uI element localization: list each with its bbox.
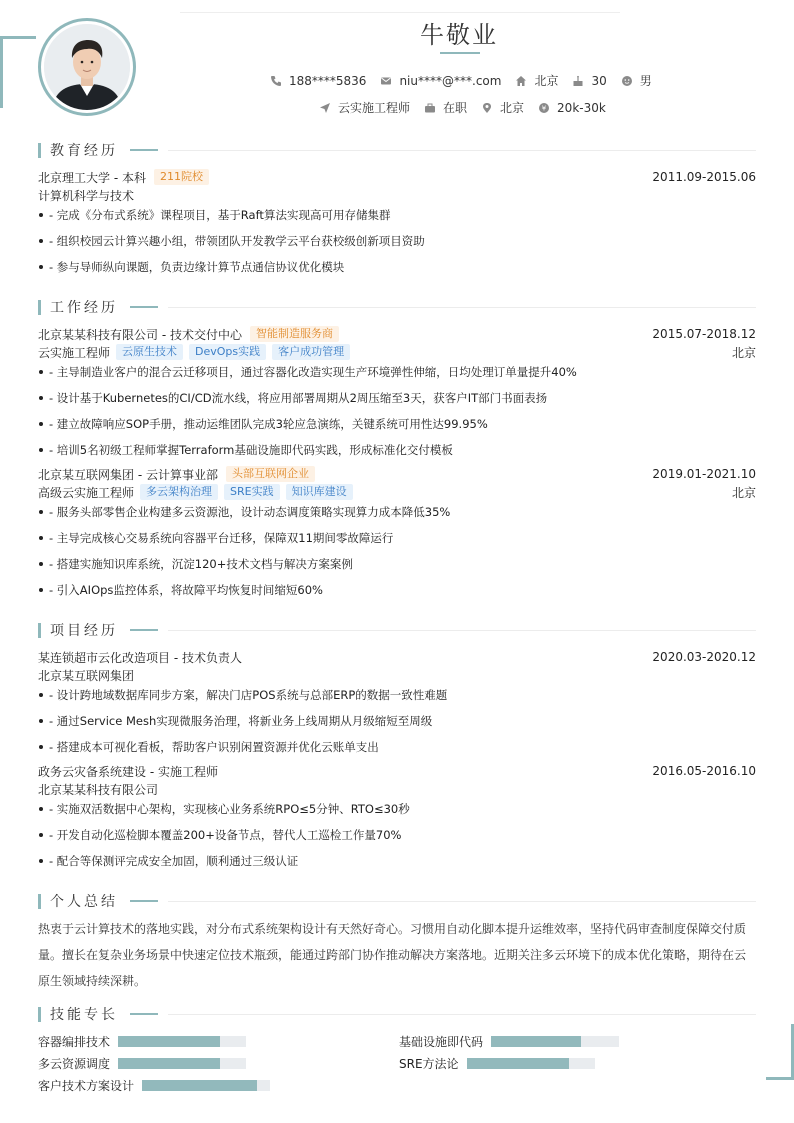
section-education-heading — [38, 140, 756, 160]
cake-icon — [572, 75, 584, 87]
bullet-dot — [39, 719, 43, 723]
job-intent-row — [319, 99, 620, 116]
section-marker — [38, 300, 41, 315]
education-major-row — [38, 186, 756, 204]
bullet-dot — [39, 370, 43, 374]
list-item — [38, 389, 756, 407]
bullet-text: - 搭建实施知识库系统，沉淀120+技术文档与解决方案案例 — [49, 557, 353, 571]
major: 计算机科学与技术 — [38, 188, 135, 203]
section-divider — [168, 630, 756, 631]
list-item — [38, 555, 756, 573]
skill-bar-fill — [118, 1036, 220, 1047]
status-item — [424, 99, 467, 116]
bullet-dot — [39, 562, 43, 566]
bullet-text: - 完成《分布式系统》课程项目，基于Raft算法实现高可用存储集群 — [49, 208, 391, 222]
project-org: 北京某互联网集团 — [38, 668, 135, 683]
project-title-row — [38, 648, 756, 666]
city: 北京 — [534, 74, 559, 88]
gender-item — [621, 72, 652, 89]
bullet-dot — [39, 213, 43, 217]
corner-decoration-bottom-right-horizontal — [766, 1077, 794, 1080]
section-title: 教育经历 — [50, 143, 118, 159]
bullet-dot — [39, 588, 43, 592]
skill-bar-fill — [142, 1080, 257, 1091]
bullet-text: - 设计基于Kubernetes的CI/CD流水线，将应用部署周期从2周压缩至3天，获客户IT部门书面表扬 — [49, 391, 548, 405]
list-item — [38, 258, 756, 276]
list-item — [38, 529, 756, 547]
skill-item — [38, 1055, 246, 1071]
section-skills-heading — [38, 1004, 756, 1024]
email-item — [380, 74, 501, 88]
section-title: 工作经历 — [50, 300, 118, 316]
city-item — [515, 72, 558, 89]
section-title: 技能专长 — [50, 1007, 118, 1023]
gender-icon — [621, 75, 633, 87]
project-title: 某连锁超市云化改造项目 - 技术负责人 — [38, 650, 242, 665]
list-item — [38, 800, 756, 818]
briefcase-icon — [424, 102, 436, 114]
candidate-name: 牛敬业 — [420, 21, 498, 49]
company-tag: 智能制造服务商 — [250, 326, 339, 342]
education-period: 2011.09-2015.06 — [652, 170, 756, 184]
section-marker — [38, 1007, 41, 1022]
project-org-row — [38, 780, 756, 798]
bullet-dot — [39, 265, 43, 269]
section-divider — [168, 901, 756, 902]
section-projects-heading — [38, 620, 756, 640]
list-item — [38, 712, 756, 730]
mail-icon — [380, 75, 392, 87]
bullet-dot — [39, 510, 43, 514]
section-accent-line — [130, 149, 158, 151]
work-location: 北京 — [731, 345, 756, 360]
list-item — [38, 503, 756, 521]
phone-item — [270, 74, 366, 88]
list-item — [38, 581, 756, 599]
skill-bar — [142, 1080, 270, 1091]
work-period: 2019.01-2021.10 — [652, 467, 756, 481]
role-title: 高级云实施工程师 — [38, 485, 135, 500]
list-item — [38, 826, 756, 844]
job-title: 云实施工程师 — [338, 101, 411, 115]
skill-name: 多云资源调度 — [38, 1056, 111, 1071]
skill-item — [399, 1033, 619, 1049]
section-accent-line — [130, 306, 158, 308]
bullet-text: - 实施双活数据中心架构，实现核心业务系统RPO≤5分钟、RTO≤30秒 — [49, 802, 410, 816]
role-tag: 知识库建设 — [286, 484, 353, 500]
skill-bar — [118, 1036, 246, 1047]
role-tag: DevOps实践 — [189, 344, 266, 360]
skill-bar — [467, 1058, 595, 1069]
bullet-text: - 开发自动化巡检脚本覆盖200+设备节点，替代人工巡检工作量70% — [49, 828, 402, 842]
project-title: 政务云灾备系统建设 - 实施工程师 — [38, 764, 218, 779]
bullet-text: - 引入AIOps监控体系，将故障平均恢复时间缩短60% — [49, 583, 323, 597]
work-company-row — [38, 325, 756, 343]
role-title: 云实施工程师 — [38, 345, 111, 360]
svg-text:¥: ¥ — [541, 104, 547, 112]
email-address: niu****@***.com — [399, 73, 502, 88]
skill-item — [399, 1055, 595, 1071]
bullet-text: - 主导制造业客户的混合云迁移项目，通过容器化改造实现生产环境弹性伸缩，日均处理订单量提升40% — [49, 365, 577, 379]
project-period: 2016.05-2016.10 — [652, 764, 756, 778]
education-school-row — [38, 168, 756, 186]
bullet-dot — [39, 693, 43, 697]
bullet-text: - 培训5名初级工程师掌握Terraform基础设施即代码实践，形成标准化交付模板 — [49, 443, 453, 457]
money-icon — [538, 102, 550, 114]
phone-number: 188****5836 — [289, 73, 367, 88]
project-title-row — [38, 762, 756, 780]
skill-item — [38, 1077, 270, 1093]
project-org: 北京某某科技有限公司 — [38, 782, 159, 797]
bullet-dot — [39, 807, 43, 811]
header-top-rule — [180, 12, 620, 13]
section-accent-line — [130, 629, 158, 631]
bullet-text: - 服务头部零售企业构建多云资源池，设计动态调度策略实现算力成本降低35% — [49, 505, 451, 519]
section-title: 项目经历 — [50, 623, 118, 639]
bullet-dot — [39, 833, 43, 837]
target-city: 北京 — [500, 101, 525, 115]
list-item — [38, 232, 756, 250]
company-tag: 头部互联网企业 — [226, 466, 315, 482]
skill-bar-fill — [118, 1058, 220, 1069]
skill-name: SRE方法论 — [399, 1056, 459, 1071]
section-marker — [38, 623, 41, 638]
age-item — [572, 74, 606, 88]
project-period: 2020.03-2020.12 — [652, 650, 756, 664]
bullet-dot — [39, 448, 43, 452]
section-marker — [38, 894, 41, 909]
home-icon — [515, 75, 527, 87]
target-city-item — [481, 99, 524, 116]
section-accent-line — [130, 900, 158, 902]
section-title: 个人总结 — [50, 894, 118, 910]
school-tag: 211院校 — [154, 169, 209, 185]
bullet-text: - 主导完成核心交易系统向容器平台迁移，保障双11期间零故障运行 — [49, 531, 394, 545]
skill-name: 客户技术方案设计 — [38, 1078, 135, 1093]
bullet-text: - 设计跨地域数据库同步方案，解决门店POS系统与总部ERP的数据一致性难题 — [49, 688, 448, 702]
contact-info-row — [270, 72, 666, 89]
age: 30 — [591, 73, 607, 88]
section-summary-heading — [38, 891, 756, 911]
bullet-dot — [39, 536, 43, 540]
bullet-text: - 搭建成本可视化看板，帮助客户识别闲置资源并优化云账单支出 — [49, 740, 379, 754]
employment-status: 在职 — [443, 101, 468, 115]
bullet-dot — [39, 859, 43, 863]
section-work-heading — [38, 297, 756, 317]
section-accent-line — [130, 1013, 158, 1015]
skill-bar-fill — [467, 1058, 569, 1069]
send-icon — [319, 102, 331, 114]
list-item — [38, 441, 756, 459]
gender: 男 — [639, 74, 652, 88]
section-marker — [38, 143, 41, 158]
list-item — [38, 686, 756, 704]
section-divider — [168, 150, 756, 151]
summary-paragraph: 热衷于云计算技术的落地实践，对分布式系统架构设计有天然好奇心。习惯用自动化脚本提升运维效率，坚持代码审查制度保障交付质量。擅长在复杂业务场景中快速定位技术瓶颈，能通过跨部门协作推动解决方案落地。近期关注多云环境下的成本优化策略，期待在云原生领域持续深耕。 — [38, 922, 747, 988]
work-role-row — [38, 343, 756, 361]
bullet-dot — [39, 396, 43, 400]
bullet-text: - 组织校园云计算兴趣小组，带领团队开发教学云平台获校级创新项目资助 — [49, 234, 425, 248]
section-divider — [168, 307, 756, 308]
skill-bar — [118, 1058, 246, 1069]
section-divider — [168, 1014, 756, 1015]
role-tag: 云原生技术 — [116, 344, 183, 360]
list-item — [38, 363, 756, 381]
skill-bar-fill — [491, 1036, 581, 1047]
list-item — [38, 206, 756, 224]
list-item — [38, 852, 756, 870]
name-underline — [440, 52, 480, 54]
salary: 20k-30k — [557, 100, 606, 115]
skill-name: 基础设施即代码 — [399, 1034, 484, 1049]
bullet-text: - 通过Service Mesh实现微服务治理，将新业务上线周期从月级缩短至周级 — [49, 714, 433, 728]
skill-name: 容器编排技术 — [38, 1034, 111, 1049]
bullet-text: - 建立故障响应SOP手册，推动运维团队完成3轮应急演练，关键系统可用性达99.95% — [49, 417, 488, 431]
phone-icon — [270, 75, 282, 87]
location-pin-icon — [481, 102, 493, 114]
skill-bar — [491, 1036, 619, 1047]
list-item — [38, 415, 756, 433]
skill-item — [38, 1033, 246, 1049]
role-tag: 多云架构治理 — [140, 484, 218, 500]
work-location: 北京 — [731, 485, 756, 500]
bullet-dot — [39, 239, 43, 243]
work-role-row — [38, 483, 756, 501]
list-item — [38, 738, 756, 756]
school-name: 北京理工大学 - 本科 — [38, 170, 146, 185]
job-title-item — [319, 99, 410, 116]
company-name: 北京某某科技有限公司 - 技术交付中心 — [38, 327, 242, 342]
work-company-row — [38, 465, 756, 483]
bullet-dot — [39, 745, 43, 749]
role-tag: 客户成功管理 — [272, 344, 350, 360]
bullet-dot — [39, 422, 43, 426]
bullet-text: - 参与导师纵向课题，负责边缘计算节点通信协议优化模块 — [49, 260, 345, 274]
bullet-text: - 配合等保测评完成安全加固，顺利通过三级认证 — [49, 854, 299, 868]
salary-item — [538, 101, 606, 115]
work-period: 2015.07-2018.12 — [652, 327, 756, 341]
company-name: 北京某互联网集团 - 云计算事业部 — [38, 467, 218, 482]
role-tag: SRE实践 — [224, 484, 280, 500]
project-org-row — [38, 666, 756, 684]
